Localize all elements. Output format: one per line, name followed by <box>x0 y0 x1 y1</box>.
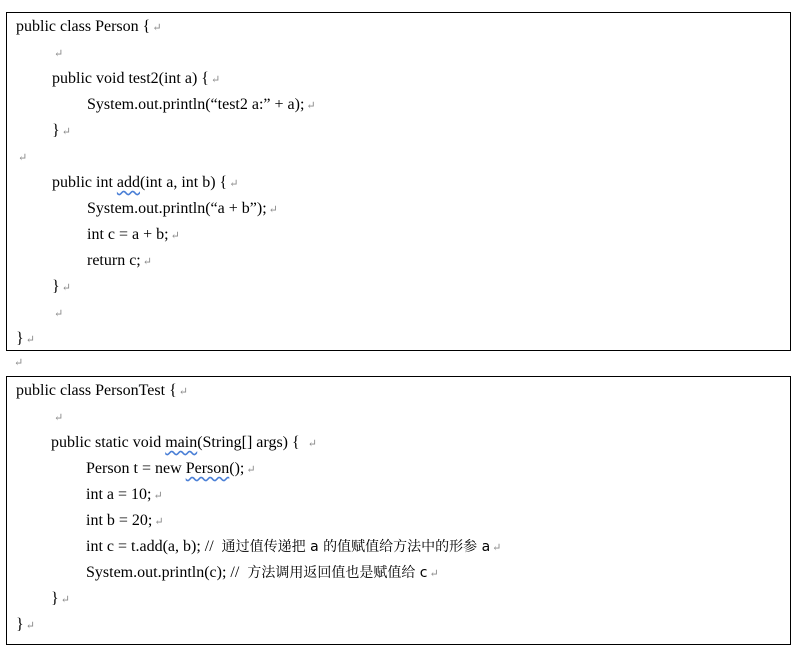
paragraph-mark-icon: ↵ <box>153 490 163 502</box>
code-line <box>86 511 164 532</box>
code-text: } <box>52 278 60 295</box>
code-text: public class Person { <box>16 18 151 35</box>
person-test-class-code-box <box>6 376 791 645</box>
code-text: System.out.println(“a + b”); <box>87 200 267 217</box>
paragraph-mark-icon: ↵ <box>142 256 152 268</box>
paragraph-mark-icon: ↵ <box>25 620 35 632</box>
code-text: } <box>51 590 59 607</box>
code-text: int a = 10; <box>86 486 152 503</box>
paragraph-mark-icon: ↵ <box>54 48 64 60</box>
code-line <box>87 95 316 116</box>
paragraph-mark-icon: ↵ <box>60 594 70 606</box>
paragraph-mark-icon: ↵ <box>154 516 164 528</box>
paragraph-mark-icon: ↵ <box>306 100 316 112</box>
paragraph-mark-icon: ↵ <box>61 126 71 138</box>
paragraph-mark-icon: ↵ <box>18 152 28 164</box>
code-line <box>16 147 27 168</box>
paragraph-mark-icon: ↵ <box>307 438 317 450</box>
code-text: int c = a + b; <box>87 226 169 243</box>
spellcheck-underlined-text: Person <box>185 460 230 477</box>
code-line <box>16 329 35 350</box>
code-line <box>16 381 188 402</box>
code-comment: 方法调用返回值也是赋值给 c <box>247 565 428 581</box>
code-line <box>86 537 501 558</box>
code-text: } <box>52 122 60 139</box>
paragraph-mark-icon: ↵ <box>170 230 180 242</box>
paragraph-mark-icon: ↵ <box>25 334 35 346</box>
code-line <box>87 225 180 246</box>
paragraph-mark-icon: ↵ <box>54 412 64 424</box>
code-text: } <box>16 616 24 633</box>
code-text: int c = t.add(a, b); // <box>86 538 222 555</box>
code-comment: 通过值传递把 a 的值赋值给方法中的形参 a <box>221 539 491 555</box>
code-line <box>16 615 35 636</box>
code-text: (String[] args) { <box>197 434 300 451</box>
code-line <box>51 589 70 610</box>
code-text: (int a, int b) { <box>140 174 228 191</box>
code-text: public int <box>52 174 117 191</box>
person-class-code-box <box>6 12 791 351</box>
code-line <box>16 17 162 38</box>
paragraph-mark-icon: ↵ <box>61 282 71 294</box>
code-text: public void test2(int a) { <box>52 70 209 87</box>
paragraph-mark-icon: ↵ <box>268 204 278 216</box>
paragraph-mark-icon: ↵ <box>54 308 64 320</box>
code-text: return c; <box>87 252 141 269</box>
code-text: (); <box>229 460 245 477</box>
code-line <box>51 433 317 454</box>
paragraph-mark-icon: ↵ <box>229 178 239 190</box>
code-line <box>52 173 238 194</box>
paragraph-mark-icon: ↵ <box>246 464 256 476</box>
paragraph-mark-icon: ↵ <box>152 22 162 34</box>
paragraph-mark-icon: ↵ <box>492 542 502 554</box>
code-text: System.out.println(“test2 a:” + a); <box>87 96 305 113</box>
code-line <box>86 459 256 480</box>
code-line <box>86 485 163 506</box>
paragraph-mark-icon: ↵ <box>429 568 439 580</box>
code-line <box>87 199 278 220</box>
code-text: System.out.println(c); // <box>86 564 248 581</box>
code-text: public static void <box>51 434 166 451</box>
code-line <box>52 277 71 298</box>
code-line <box>52 303 63 324</box>
paragraph-mark-icon: ↵ <box>178 386 188 398</box>
code-line <box>87 251 152 272</box>
code-line <box>86 563 439 584</box>
paragraph-mark-icon: ↵ <box>210 74 221 86</box>
paragraph-mark-icon: ↵ <box>14 357 24 369</box>
spellcheck-underlined-text: main <box>165 434 198 451</box>
code-text: Person t = new <box>86 460 186 477</box>
code-text: int b = 20; <box>86 512 153 529</box>
code-line <box>52 121 71 142</box>
code-line <box>52 43 63 64</box>
code-line <box>52 69 220 90</box>
code-text: public class PersonTest { <box>16 382 177 399</box>
spellcheck-underlined-text: add <box>116 174 140 191</box>
code-line <box>52 407 63 428</box>
code-text: } <box>16 330 24 347</box>
